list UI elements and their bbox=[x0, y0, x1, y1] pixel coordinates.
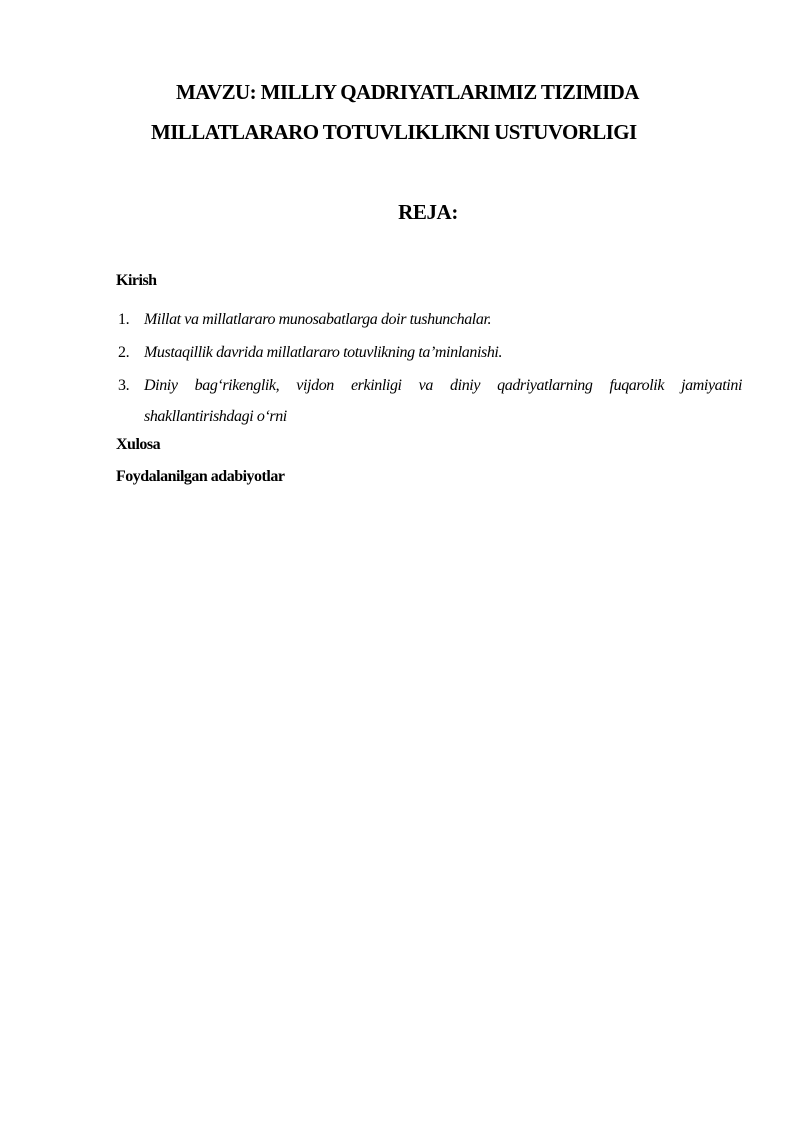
title-line-2: MILLATLARARO TOTUVLIKLIKNI USTUVORLIGI bbox=[151, 120, 637, 144]
plan-item-text: Millat va millatlararo munosabatlarga doir tushunchalar. bbox=[144, 311, 492, 328]
title-line-1: MAVZU: MILLIY QADRIYATLARIMIZ TIZIMIDA bbox=[176, 80, 639, 104]
references-label: Foydalanilgan adabiyotlar bbox=[116, 468, 285, 485]
plan-item-number: 2. bbox=[118, 344, 130, 361]
plan-item-number: 1. bbox=[118, 311, 130, 328]
plan-item-3 bbox=[118, 370, 742, 432]
plan-item-text: Diniy bag‘rikenglik, vijdon erkinligi va diniy qadriyatlarning fuqarolik jamiyatini shakllantirishdagi o‘rni bbox=[144, 377, 742, 425]
plan-item-2 bbox=[118, 337, 742, 368]
plan-item-number: 3. bbox=[118, 377, 130, 394]
plan-item-text: Mustaqillik davrida millatlararo totuvlikning ta’minlanishi. bbox=[144, 344, 503, 361]
intro-label: Kirish bbox=[116, 272, 157, 289]
plan-heading: REJA: bbox=[398, 200, 458, 224]
plan-item-1 bbox=[118, 304, 742, 335]
conclusion-label: Xulosa bbox=[116, 436, 161, 453]
plan-list bbox=[118, 304, 742, 434]
